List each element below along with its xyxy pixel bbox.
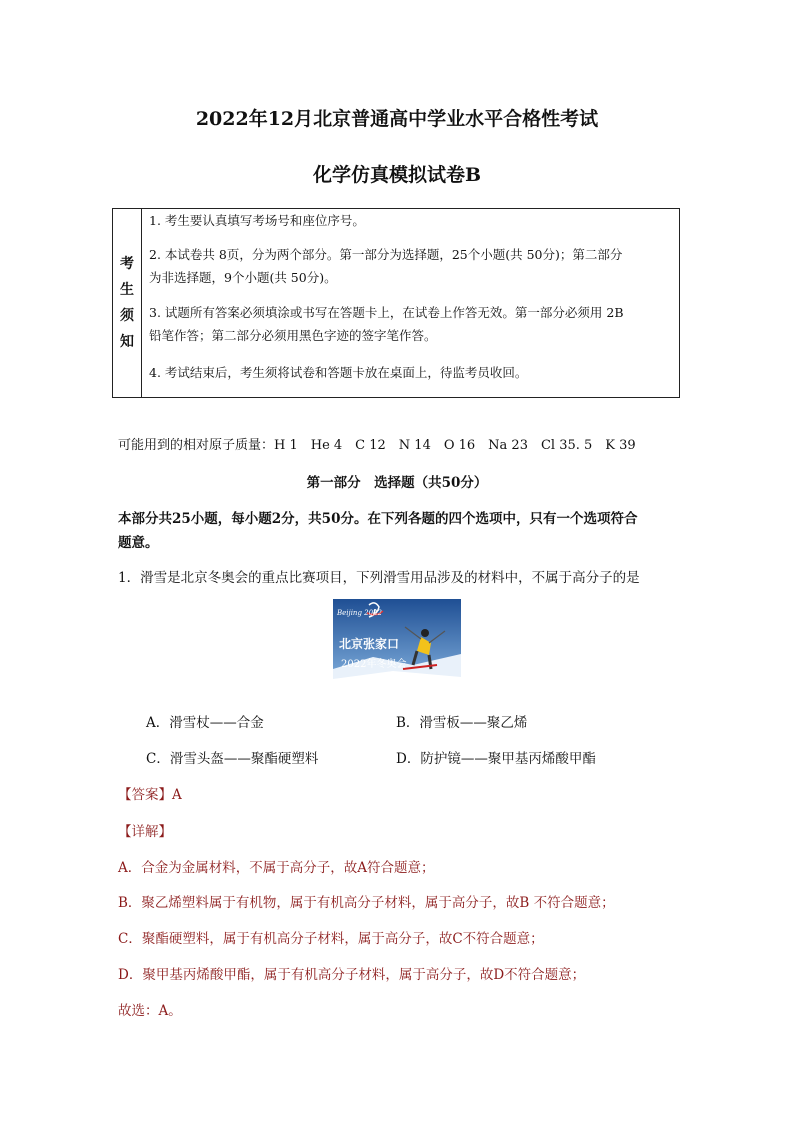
notice-item-3: 3. 试题所有答案必须填涂或书写在答题卡上，在试卷上作答无效。第一部分必须用 2B [149,305,624,320]
option-c: C．滑雪头盔——聚酯硬塑料 [146,751,319,767]
answer-label: 【答案】A [118,787,182,803]
explanation-d: D．聚甲基丙烯酸甲酯，属于有机高分子材料，属于高分子，故D不符合题意； [118,967,586,983]
part1-instruction: 本部分共25小题，每小题2分，共50分。在下列各题的四个选项中，只有一个选项符合 [118,511,638,527]
part1-instruction-cont: 题意。 [118,535,159,551]
question-stem: 1．滑雪是北京冬奥会的重点比赛项目，下列滑雪用品涉及的材料中，不属于高分子的是 [118,570,640,586]
notice-char: 知 [120,334,134,350]
notice-box [112,208,680,398]
conclusion: 故选：A。 [118,1003,182,1019]
option-d: D．防护镜——聚甲基丙烯酸甲酯 [396,751,596,767]
explanation-b: B．聚乙烯塑料属于有机物，属于有机高分子材料，属于高分子，故B 不符合题意； [118,895,615,911]
notice-item-2-cont: 为非选择题，9个小题(共 50分)。 [149,270,337,285]
notice-item-4: 4. 考试结束后，考生须将试卷和答题卡放在桌面上，待监考员收回。 [149,365,528,380]
option-b: B．滑雪板——聚乙烯 [396,715,528,731]
image-caption-beijing: Beijing 2022 [337,609,382,617]
atomic-masses: 可能用到的相对原子质量：H 1 He 4 C 12 N 14 O 16 Na 23 Cl 35. 5 K 39 [118,438,636,453]
notice-side-label [113,209,142,397]
notice-char: 生 [120,282,134,298]
image-caption-line1: 北京张家口 [339,637,400,651]
option-a: A．滑雪杖——合金 [146,715,264,731]
olympics-image [333,599,461,694]
explanation-a: A．合金为金属材料，不属于高分子，故A符合题意； [118,860,435,876]
notice-item-3-cont: 铅笔作答；第二部分必须用黑色字迹的签字笔作答。 [149,328,437,343]
exam-subtitle: 化学仿真模拟试卷B [312,164,482,186]
explain-heading: 【详解】 [118,824,172,840]
image-caption-line2: 2022年冬奥会 [341,659,407,670]
part1-heading: 第一部分 选择题（共50分） [306,475,488,491]
explanation-c: C．聚酯硬塑料，属于有机高分子材料，属于高分子，故C不符合题意； [118,931,544,947]
notice-char: 考 [120,256,134,272]
notice-char: 须 [120,308,134,324]
exam-title: 2022年12月北京普通高中学业水平合格性考试 [195,108,599,130]
notice-item-2: 2. 本试卷共 8页，分为两个部分。第一部分为选择题，25个小题(共 50分)；第二部分 [149,247,623,262]
notice-item-1: 1. 考生要认真填写考场号和座位序号。 [149,213,365,228]
